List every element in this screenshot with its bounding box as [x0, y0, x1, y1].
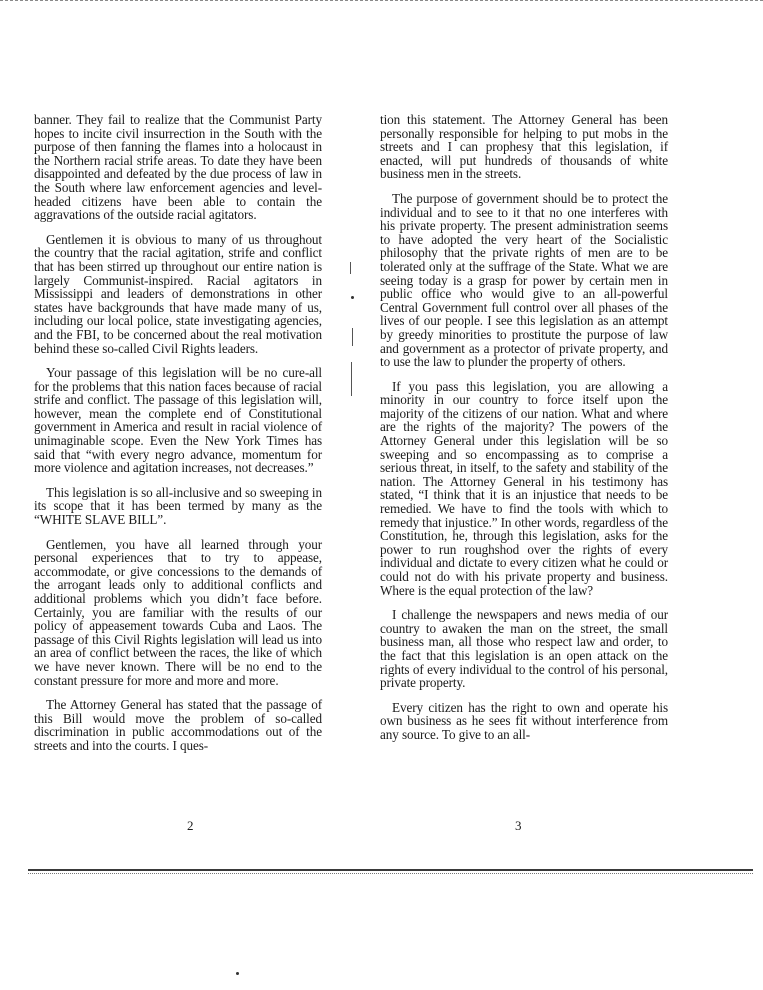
right-paragraph-3: If you pass this legislation, you are allowing a minority in our country to force itself upon the majority of the citizens of our nation. What and where are the rights of the majority? The powers of the Attorney General under this legislation will be so sweeping and so encompassing as to comprise a serious threat, in itself, to the safety and stability of the nation. The Attorney General in his testimony has stated, “I think that it is an injustice that needs to be remedied. We have to find the tools with which to remedy that injustice.” In other words, regardless of the Constitution, he, through this legislation, asks for the power to run roughshod over the rights of every individual and dictate to every citizen what he could or could not do with his private property and business. Where is the equal protection of the law? [380, 378, 668, 598]
left-paragraph-1: banner. They fail to realize that the Communist Party hopes to incite civil insurrection in the South with the purpose of then fanning the flames into a holocaust in the Northern racial strife areas. To date they have been disappointed and defeated by the due process of law in the South where law enforcement agencies and level-headed citizens have been able to contain the aggravations of the outside racial agitators. [34, 112, 322, 223]
right-paragraph-5: Every citizen has the right to own and operate his own business as he sees fit without interference from any source. To give to an all- [380, 699, 668, 742]
scan-bottom-rule [28, 869, 753, 874]
left-paragraph-2: Gentlemen it is obvious to many of us throughout the country that the racial agitation, strife and conflict that has been stirred up throughout our entire nation is largely Communist-inspired. Racial agitators in Mississippi and leaders of demonstrations in other states have backgrounds that have made many of us, including our local police, state investigating agencies, and the FBI, to be concerned about the real motivation behind these so-called Civil Rights leaders. [34, 231, 322, 356]
margin-mark-2 [352, 328, 353, 346]
right-paragraph-1: tion this statement. The Attorney General has been personally responsible for helping to put mobs in the streets and I can prophesy that this legislation, if enacted, will put hundreds of thousands of white business men in the streets. [380, 112, 668, 182]
left-paragraph-5: Gentlemen, you have all learned through your personal experiences that to try to appease, accommodate, or give concessions to the demands of the arrogant leads only to additional conflicts and additional problems which you didn’t face before. Certainly, you are familiar with the results of our policy of appeasement towards Cuba and Laos. The passage of this Civil Rights legislation will lead us into an area of conflict between the races, the like of which we have never known. There will be no end to the constant pressure for more and more and more. [34, 536, 322, 688]
left-paragraph-6: The Attorney General has stated that the passage of this Bill would move the problem of so-called discrimination in public accommodations out of the streets and into the courts. I ques- [34, 697, 322, 753]
margin-mark-1 [350, 262, 351, 274]
bottom-dot [236, 972, 239, 975]
page-number-left: 2 [187, 818, 194, 833]
margin-mark-3 [351, 362, 352, 396]
left-paragraph-3: Your passage of this legislation will be no cure-all for the problems that this nation faces because of racial strife and conflict. The passage of this legislation will, however, mean the complete end of Constitutional government in America and result in racial violence of unimaginable scope. Even the New York Times has said that “with every negro advance, momentum for more violence and agitation increases, not decreases.” [34, 365, 322, 476]
scan-top-edge [0, 0, 763, 6]
left-paragraph-4: This legislation is so all-inclusive and so sweeping in its scope that it has been termed by many as the “WHITE SLAVE BILL”. [34, 484, 322, 528]
right-column [380, 113, 668, 753]
left-column [34, 113, 322, 764]
right-paragraph-2: The purpose of government should be to protect the individual and to see to it that no one interferes with his private property. The present administration seems to have adopted the very heart of the Socialistic philosophy that the private rights of men are to be tolerated only at the suffrage of the State. What we are seeing today is a grasp for power by certain men in public office who would give to an all-powerful Central Government full control over all phases of the lives of our people. I see this legislation as an attempt by greedy minorities to prostitute the purpose of law and government as a protector of private property, and to use the law to plunder the property of others. [380, 190, 668, 370]
page-number-right: 3 [515, 818, 522, 833]
right-paragraph-4: I challenge the newspapers and news media of our country to awaken the man on the street, the small business man, all those who respect law and order, to the fact that this legislation is an open attack on the rights of every individual to the control of his personal, private property. [380, 607, 668, 691]
margin-dot [351, 296, 354, 299]
